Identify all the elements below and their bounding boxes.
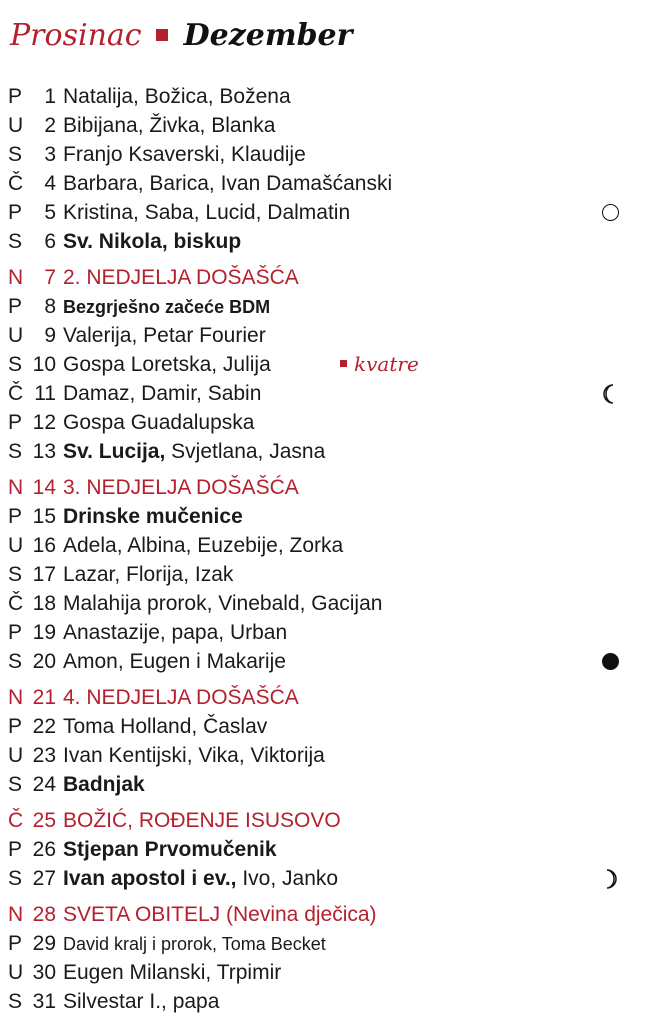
day-names xyxy=(63,806,341,835)
name-text: Valerija, Petar Fourier xyxy=(63,324,266,347)
day-names xyxy=(63,864,338,893)
day-number: 19 xyxy=(32,621,56,644)
day-row xyxy=(0,408,668,437)
day-names xyxy=(63,900,377,929)
day-row xyxy=(0,958,668,987)
day-row xyxy=(0,647,668,676)
day-row xyxy=(0,82,668,111)
day-number: 11 xyxy=(34,382,56,405)
day-number: 17 xyxy=(32,563,56,586)
day-row xyxy=(0,712,668,741)
name-text: Eugen Milanski, Trpimir xyxy=(63,961,282,984)
weekday-letter: S xyxy=(8,990,23,1013)
weekday-letter: P xyxy=(8,505,23,528)
day-row xyxy=(0,263,668,292)
day-row xyxy=(0,806,668,835)
day-number: 7 xyxy=(44,266,56,289)
name-text: Drinske mučenice xyxy=(63,505,243,528)
name-text: Bezgrješno začeće BDM xyxy=(63,297,271,317)
name-text: David kralj i prorok, Toma Becket xyxy=(63,934,326,954)
day-number: 12 xyxy=(32,411,56,434)
day-number: 25 xyxy=(32,809,56,832)
day-row xyxy=(0,437,668,466)
name-text: Toma Holland, Časlav xyxy=(63,715,268,738)
day-names xyxy=(63,560,233,589)
day-names xyxy=(63,292,270,322)
day-names xyxy=(63,140,306,169)
day-names xyxy=(63,350,271,379)
name-text: Malahija prorok, Vinebald, Gacijan xyxy=(63,592,383,615)
square-bullet-icon xyxy=(340,360,347,367)
weekday-letter: P xyxy=(8,411,23,434)
day-row xyxy=(0,618,668,647)
day-number: 27 xyxy=(32,867,56,890)
weekday-letter: U xyxy=(8,114,24,137)
day-row xyxy=(0,379,668,408)
square-bullet-icon xyxy=(156,29,168,41)
name-text: Adela, Albina, Euzebije, Zorka xyxy=(63,534,344,557)
name-text: Stjepan Prvomučenik xyxy=(63,838,277,861)
name-text: Kristina, Saba, Lucid, Dalmatin xyxy=(63,201,351,224)
day-row xyxy=(0,683,668,712)
day-names xyxy=(63,835,277,864)
day-row xyxy=(0,835,668,864)
day-row xyxy=(0,741,668,770)
day-number: 16 xyxy=(32,534,56,557)
day-names xyxy=(63,263,299,292)
day-names xyxy=(63,531,343,560)
day-names xyxy=(63,647,286,676)
name-text: Ivan Kentijski, Vika, Viktorija xyxy=(63,744,325,767)
weekday-letter: U xyxy=(8,324,24,347)
day-number: 28 xyxy=(32,903,56,926)
weekday-letter: P xyxy=(8,715,23,738)
day-names xyxy=(63,198,350,227)
name-text: Badnjak xyxy=(63,773,145,796)
name-text: Damaz, Damir, Sabin xyxy=(63,382,262,405)
weekday-letter: P xyxy=(8,85,23,108)
day-number: 22 xyxy=(32,715,56,738)
day-names xyxy=(63,741,325,770)
name-text: Natalija, Božica, Božena xyxy=(63,85,291,108)
day-row xyxy=(0,169,668,198)
day-number: 30 xyxy=(32,961,56,984)
name-text: Svjetlana, Jasna xyxy=(165,440,326,463)
day-number: 3 xyxy=(44,143,56,166)
day-names xyxy=(63,227,241,256)
kvatre-label: kvatre xyxy=(354,352,419,376)
day-names xyxy=(63,321,266,350)
day-number: 1 xyxy=(44,85,56,108)
name-text: 4. NEDJELJA DOŠAŠĆA xyxy=(63,686,299,709)
day-row xyxy=(0,929,668,958)
full-moon-icon xyxy=(598,198,622,227)
name-text: Silvestar I., papa xyxy=(63,990,220,1013)
weekday-letter: P xyxy=(8,295,23,318)
day-names xyxy=(63,589,382,618)
name-text: Lazar, Florija, Izak xyxy=(63,563,234,586)
day-row xyxy=(0,198,668,227)
day-names xyxy=(63,111,275,140)
weekday-letter: S xyxy=(8,440,23,463)
name-text: 2. NEDJELJA DOŠAŠĆA xyxy=(63,266,299,289)
day-row xyxy=(0,350,668,379)
day-row xyxy=(0,531,668,560)
day-names xyxy=(63,958,281,987)
day-number: 26 xyxy=(32,838,56,861)
name-text: Sv. Lucija, xyxy=(63,440,166,463)
name-text: SVETA OBITELJ (Nevina dječica) xyxy=(63,903,377,926)
day-row xyxy=(0,900,668,929)
day-names xyxy=(63,712,267,741)
first-quarter-icon xyxy=(598,864,622,893)
day-row xyxy=(0,770,668,799)
new-moon-icon xyxy=(598,647,622,676)
day-names xyxy=(63,437,325,466)
weekday-letter: P xyxy=(8,201,23,224)
name-text: Bibijana, Živka, Blanka xyxy=(63,114,276,137)
weekday-letter: S xyxy=(8,143,23,166)
day-names xyxy=(63,987,219,1016)
day-number: 4 xyxy=(44,172,56,195)
day-names xyxy=(63,683,299,712)
day-row xyxy=(0,560,668,589)
day-number: 8 xyxy=(44,295,56,318)
day-number: 20 xyxy=(32,650,56,673)
weekday-letter: N xyxy=(8,476,24,499)
day-number: 18 xyxy=(32,592,56,615)
day-row xyxy=(0,321,668,350)
weekday-letter: U xyxy=(8,961,24,984)
day-number: 15 xyxy=(32,505,56,528)
day-row xyxy=(0,227,668,256)
day-names xyxy=(63,618,287,647)
day-number: 13 xyxy=(32,440,56,463)
day-number: 31 xyxy=(32,990,56,1013)
day-names xyxy=(63,502,243,531)
day-names xyxy=(63,82,291,111)
weekday-letter: N xyxy=(8,903,24,926)
name-text: Ivan apostol i ev., xyxy=(63,867,237,890)
name-text: Ivo, Janko xyxy=(236,867,339,890)
day-number: 14 xyxy=(32,476,56,499)
last-quarter-icon xyxy=(598,379,622,408)
weekday-letter: S xyxy=(8,230,23,253)
day-number: 29 xyxy=(32,932,56,955)
name-text: Barbara, Barica, Ivan Damašćanski xyxy=(63,172,393,195)
weekday-letter: P xyxy=(8,838,23,861)
month-title-german: Dezember xyxy=(183,17,353,53)
day-number: 9 xyxy=(44,324,56,347)
day-row xyxy=(0,473,668,502)
weekday-letter: S xyxy=(8,773,23,796)
weekday-letter: P xyxy=(8,621,23,644)
day-names xyxy=(63,379,261,408)
weekday-letter: S xyxy=(8,353,23,376)
weekday-letter: S xyxy=(8,563,23,586)
weekday-letter: U xyxy=(8,534,24,557)
day-names xyxy=(63,408,254,437)
weekday-letter: U xyxy=(8,744,24,767)
day-row xyxy=(0,111,668,140)
day-row xyxy=(0,292,668,321)
day-names xyxy=(63,473,299,502)
kvatre-note xyxy=(340,350,419,379)
day-names xyxy=(63,770,145,799)
day-number: 24 xyxy=(32,773,56,796)
month-title-croatian: Prosinac xyxy=(10,17,142,53)
weekday-letter: N xyxy=(8,686,24,709)
day-row xyxy=(0,864,668,893)
name-text: Sv. Nikola, biskup xyxy=(63,230,242,253)
name-text: 3. NEDJELJA DOŠAŠĆA xyxy=(63,476,299,499)
weekday-letter: Č xyxy=(8,172,24,195)
name-text: Gospa Loretska, Julija xyxy=(63,353,271,376)
weekday-letter: S xyxy=(8,650,23,673)
day-number: 6 xyxy=(44,230,56,253)
weekday-letter: N xyxy=(8,266,24,289)
weekday-letter: Č xyxy=(8,382,24,405)
name-text: Anastazije, papa, Urban xyxy=(63,621,288,644)
day-row xyxy=(0,589,668,618)
name-text: BOŽIĆ, ROĐENJE ISUSOVO xyxy=(63,809,341,832)
month-header xyxy=(10,10,352,60)
name-text: Gospa Guadalupska xyxy=(63,411,255,434)
name-text: Amon, Eugen i Makarije xyxy=(63,650,286,673)
weekday-letter: P xyxy=(8,932,23,955)
day-number: 23 xyxy=(32,744,56,767)
day-number: 5 xyxy=(44,201,56,224)
weekday-letter: S xyxy=(8,867,23,890)
weekday-letter: Č xyxy=(8,809,24,832)
day-number: 21 xyxy=(32,686,56,709)
day-row xyxy=(0,140,668,169)
day-number: 2 xyxy=(44,114,56,137)
day-row xyxy=(0,502,668,531)
day-names xyxy=(63,929,326,959)
day-number: 10 xyxy=(32,353,56,376)
name-text: Franjo Ksaverski, Klaudije xyxy=(63,143,306,166)
day-row xyxy=(0,987,668,1016)
day-names xyxy=(63,169,392,198)
weekday-letter: Č xyxy=(8,592,24,615)
